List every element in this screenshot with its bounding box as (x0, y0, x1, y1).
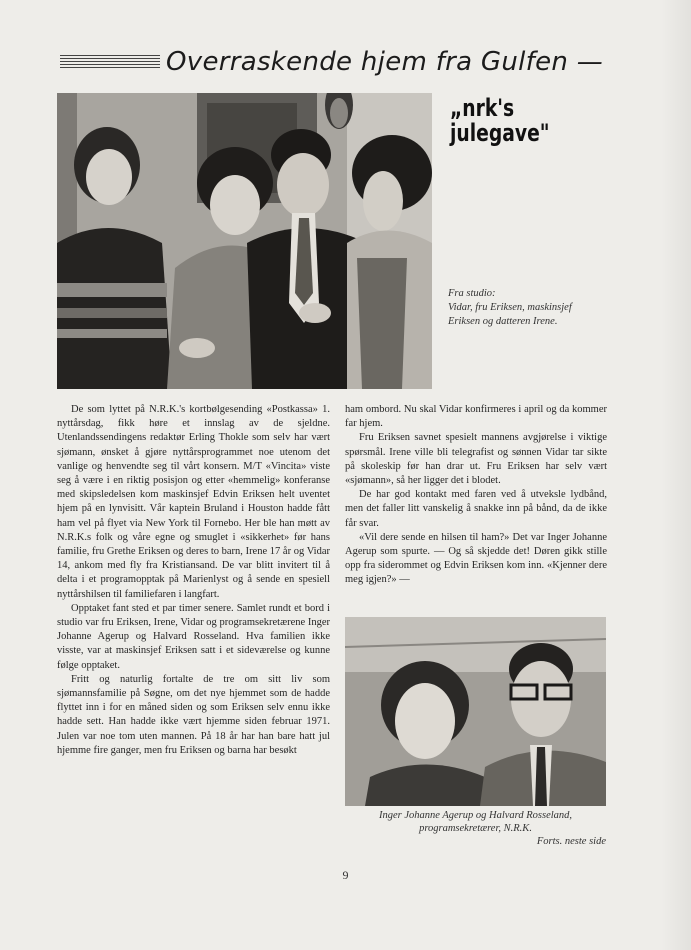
caption-line: Fra studio: (448, 288, 496, 299)
caption-line: Vidar, fru Eriksen, maskinsjef (448, 302, 572, 313)
article-column-left (57, 403, 330, 758)
continued-note: Forts. neste side (536, 836, 606, 847)
subhead-line: julegave" (450, 119, 550, 147)
subhead (450, 94, 550, 147)
page-edge-shadow (661, 0, 691, 950)
photo-caption-top (448, 287, 628, 329)
paragraph: De har god kontakt med faren ved å utveksle lydbånd, men det faller litt vanskelig å snakke inn på bånd, da de ikke får svar. (345, 489, 607, 529)
article-header (60, 42, 620, 82)
paragraph: Opptaket fant sted et par timer senere. Samlet rundt et bord i studio var fru Eriksen, Irene, Vidar og programsekretærene Inger Johanne Agerup og Halvard Rosseland. Hva familien ikke visste, var at maskinsjef Eriksen satt i et sideværelse og kunne følge opptaket. (57, 602, 330, 671)
caption-line: Inger Johanne Agerup og Halvard Rosseland, (378, 810, 573, 821)
photo-program-secretaries (345, 617, 606, 806)
caption-line: programsekretærer, N.R.K. (419, 823, 532, 834)
paragraph: «Vil dere sende en hilsen til ham?» Det var Inger Johanne Agerup som spurte. — Og så skjedde det! Døren gikk stille opp fra siderommet og Edvin Eriksen kom inn. «Kjenner dere meg igjen?» — (345, 531, 607, 586)
paragraph: Fru Eriksen savnet spesielt mannens avgjørelse i viktige spørsmål. Irene ville bli telegrafist og sønnen Vidar tar sikte på skoleskip før han drar ut. Fru Eriksen har selv vært «sjømann», så her ligger det i blodet. (345, 432, 607, 487)
paragraph: ham ombord. Nu skal Vidar konfirmeres i april og da kommer far hjem. (345, 404, 607, 430)
paragraph: Fritt og naturlig fortalte de tre om sitt liv som sjømannsfamilie på Søgne, om det nye hjemmet som de hadde flyttet inn i for en måned siden og som Eriksen selv ennu ikke hadde sett. Han hadde ikke vært hjemme siden februar 1971. Julen var noe tom uten mannen. På 18 år har han bare hatt jul hjemme fire ganger, men fru Eriksen og barna har besøkt (57, 673, 330, 756)
paragraph: De som lyttet på N.R.K.'s kortbølgesending «Postkassa» 1. nyttårsdag, fikk høre et innslag av de sjeldne. Utenlandssendingens redaktør Erling Thokle som selv har vært sjømann, ønsket å gjøre nyttårsprogrammet noe utenom det vanlige og henvendte seg til vårt konsern. M/T «Vincita» viste seg å være i en riktig posisjon og etter «hemmelig» konferanse med skipsledelsen kom maskinsjef Edvin Eriksen helt uventet hjem på en lynvisitt. Vår kaptein Bruland i Houston hadde fått ham vel på flyet via New York til Fornebo. Her ble han møtt av N.R.K.s folk og våre egne og smuglet i «sikkerhet» før hans familie, fru Grethe Eriksen og deres to barn, Irene 17 år og Vidar 14, ankom med fly fra Kristiansand. De var blitt invitert til å delta i et programopptak på Marienlyst og å sende en spesiell nyttårshilsen til familiefaren i langfart. (57, 404, 330, 600)
page-number: 9 (342, 868, 349, 882)
caption-line: Eriksen og datteren Irene. (448, 316, 558, 327)
decorative-rules (60, 55, 160, 69)
photo-studio-family (57, 93, 432, 389)
subhead-line: „nrk's (450, 94, 515, 122)
headline: Overraskende hjem fra Gulfen — (166, 47, 604, 77)
article-column-right (345, 403, 607, 588)
photo-caption-bottom (345, 809, 606, 848)
